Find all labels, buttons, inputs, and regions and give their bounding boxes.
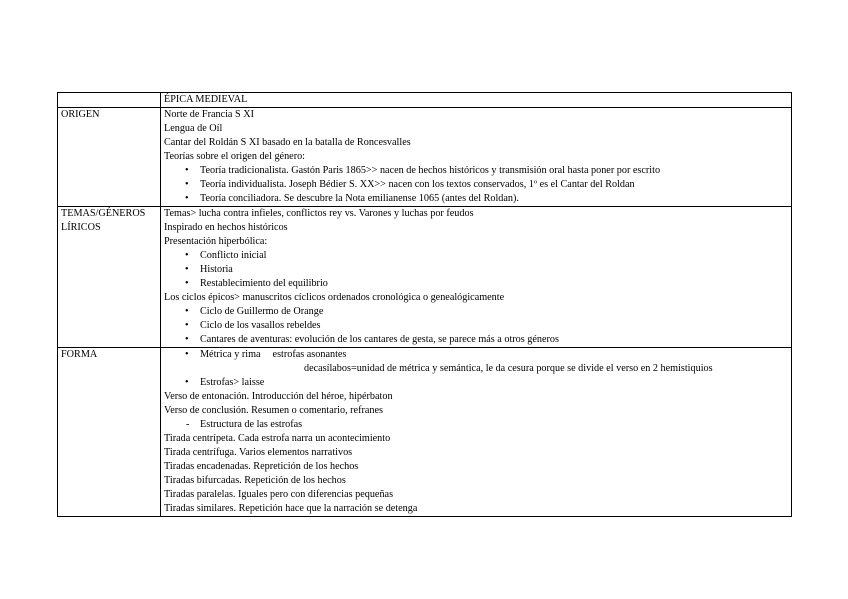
forma-line: Verso de conclusión. Resumen o comentario, refranes <box>164 405 383 416</box>
forma-dash-item: - Estructura de las estrofas <box>164 418 789 432</box>
forma-bullet-estrofas: • Estrofas> laisse <box>164 376 789 390</box>
header-cell-empty <box>58 93 161 108</box>
metrica-value: estrofas asonantes <box>272 349 347 360</box>
forma-content-cell <box>161 348 792 517</box>
origen-row <box>58 108 792 207</box>
forma-bullet-metrica <box>164 348 789 362</box>
temas-bullet-item: • Ciclo de los vasallos rebeldes <box>164 319 789 333</box>
table-title: ÉPICA MEDIEVAL <box>164 94 248 105</box>
temas-bullet-item: • Restablecimiento del equilibrio <box>164 277 789 291</box>
temas-bullet-item: • Conflicto inicial <box>164 249 789 263</box>
metrica-continuation: decasílabos=unidad de métrica y semántica, le da cesura porque se divide el verso en 2 hemistiquios <box>304 363 713 374</box>
temas-content-cell <box>161 207 792 348</box>
document-table <box>57 92 792 517</box>
forma-line: Verso de entonación. Introducción del héroe, hipérbaton <box>164 391 393 402</box>
forma-line: Tiradas encadenadas. Repretición de los hechos <box>164 461 359 472</box>
header-cell-title <box>161 93 792 108</box>
forma-line: Tiradas bifurcadas. Repetición de los hechos <box>164 475 346 486</box>
forma-label: FORMA <box>61 349 98 360</box>
origen-line: Lengua de Oíl <box>164 123 223 134</box>
temas-line: Temas> lucha contra infieles, conflictos rey vs. Varones y luchas por feudos <box>164 208 474 219</box>
header-row <box>58 93 792 108</box>
origen-bullet-item: • Teoría tradicionalista. Gastón Paris 1865>> nacen de hechos históricos y transmisión oral hasta poner por escrito <box>164 164 789 178</box>
temas-bullet-item: • Cantares de aventuras: evolución de los cantares de gesta, se parece más a otros géneros <box>164 333 789 347</box>
origen-label-cell <box>58 108 161 207</box>
temas-line: Inspirado en hechos históricos <box>164 222 288 233</box>
temas-line: Los ciclos épicos> manuscritos cíclicos ordenados cronológica o genealógicamente <box>164 292 505 303</box>
temas-line: Presentación hiperbólica: <box>164 236 268 247</box>
origen-line: Teorías sobre el origen del género: <box>164 151 306 162</box>
forma-line: Tirada centrípeta. Cada estrofa narra un acontecimiento <box>164 433 391 444</box>
origen-bullet-item: • Teoría conciliadora. Se descubre la Nota emilianense 1065 (antes del Roldan). <box>164 192 789 206</box>
metrica-label: Métrica y rima <box>200 349 261 360</box>
forma-label-cell <box>58 348 161 517</box>
origen-label: ORIGEN <box>61 109 100 120</box>
forma-row <box>58 348 792 517</box>
forma-line: Tiradas similares. Repetición hace que la narración se detenga <box>164 503 418 514</box>
origen-line: Cantar del Roldán S XI basado en la batalla de Roncesvalles <box>164 137 411 148</box>
temas-label-cont: LÍRICOS <box>61 222 101 233</box>
origen-bullet-item: • Teoría individualista. Joseph Bédier S. XX>> nacen con los textos conservados, 1º es el Cantar del Roldan <box>164 178 789 192</box>
forma-line: Tirada centrífuga. Varios elementos narrativos <box>164 447 353 458</box>
forma-line: Tiradas paralelas. Iguales pero con diferencias pequeñas <box>164 489 394 500</box>
temas-row <box>58 207 792 348</box>
origen-line: Norte de Francia S XI <box>164 109 254 120</box>
temas-bullet-item: • Historia <box>164 263 789 277</box>
temas-bullet-item: • Ciclo de Guillermo de Orange <box>164 305 789 319</box>
temas-label-cell <box>58 207 161 348</box>
temas-label: TEMAS/GÉNEROS <box>61 208 146 219</box>
origen-content-cell <box>161 108 792 207</box>
